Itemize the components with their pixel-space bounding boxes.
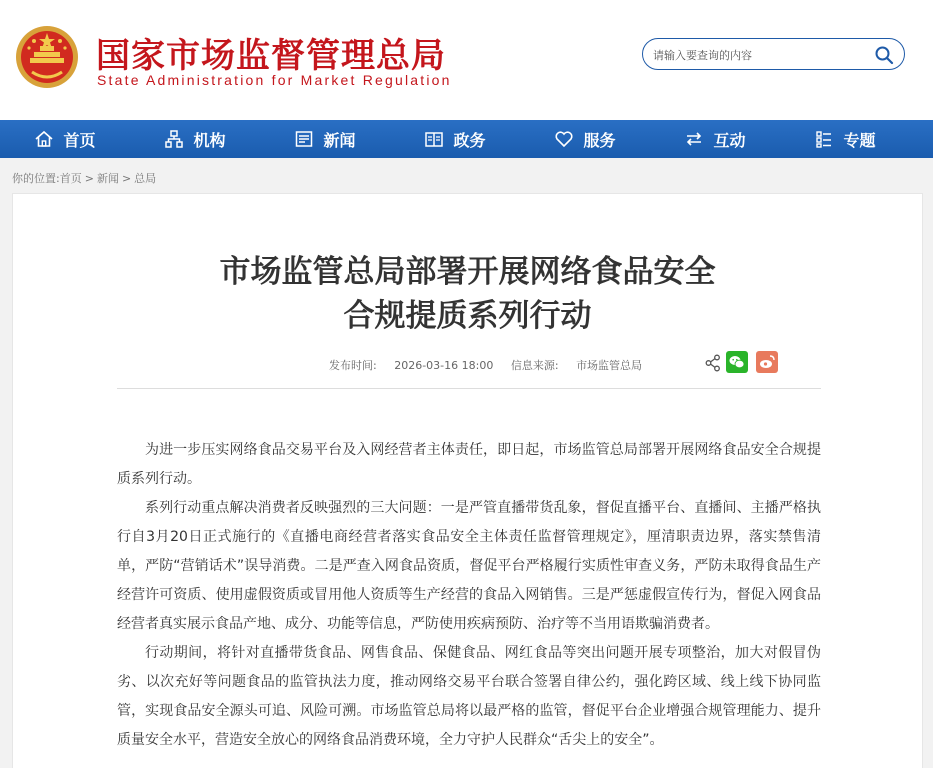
nav-label: 新闻 (323, 130, 356, 150)
main-nav (0, 120, 933, 158)
nav-label: 服务 (583, 130, 616, 150)
topics-list-icon (814, 129, 834, 149)
nav-label: 机构 (193, 130, 226, 150)
wechat-icon[interactable] (726, 351, 748, 373)
source-label: 信息来源: (510, 359, 559, 372)
nav-label: 专题 (843, 130, 876, 150)
nav-item-interact[interactable] (650, 120, 780, 158)
article-title (13, 250, 922, 338)
nav-item-gov-affairs[interactable] (390, 120, 520, 158)
article-paragraph: 系列行动重点解决消费者反映强烈的三大问题：一是严管直播带货乱象，督促直播平台、直播间、主播严格执行自3月20日正式施行的《直播电商经营者落实食品安全主体责任监督管理规定》，厘清职责边界，落实禁售清单，严防“营销话术”误导消费。二是严查入网食品资质，督促平台严格履行实质性审查义务，严防未取得食品生产经营许可资质、使用虚假资质或冒用他人资质等生产经营的食品入网销售。三是严惩虚假宣传行为，督促入网食品经营者真实展示食品产地、成分、功能等信息，严防使用疾病预防、治疗等不当用语欺骗消费者。 (117, 500, 821, 632)
publish-time-label: 发布时间: (329, 359, 377, 372)
interact-arrows-icon (684, 129, 704, 149)
article-title-line1: 市场监管总局部署开展网络食品安全 (219, 254, 716, 290)
article-title-line2: 合规提质系列行动 (343, 298, 592, 334)
search-box (642, 38, 905, 70)
breadcrumb-news-link[interactable]: 新闻 (96, 172, 119, 185)
article-paragraph: 为进一步压实网络食品交易平台及入网经营者主体责任，即日起，市场监管总局部署开展网络食品安全合规提质系列行动。 (117, 442, 821, 487)
nav-item-service[interactable] (520, 120, 650, 158)
search-icon[interactable] (874, 45, 894, 65)
nav-item-news[interactable] (260, 120, 390, 158)
nav-item-topics[interactable] (780, 120, 910, 158)
nav-label: 互动 (713, 130, 746, 150)
breadcrumb-home-link[interactable]: 首页 (59, 172, 82, 185)
site-header (0, 0, 933, 120)
article-meta (329, 357, 642, 373)
nav-item-org[interactable] (130, 120, 260, 158)
service-heart-icon (554, 129, 574, 149)
breadcrumb-separator: > (84, 172, 94, 185)
share-icon[interactable] (705, 354, 721, 372)
national-emblem-icon[interactable] (14, 24, 80, 90)
info-source (511, 359, 642, 372)
meta-divider (117, 388, 821, 389)
search-input[interactable] (653, 45, 868, 65)
gov-affairs-icon (424, 129, 444, 149)
org-icon (164, 129, 184, 149)
home-icon (34, 129, 54, 149)
article-body (117, 436, 821, 755)
breadcrumb (12, 170, 156, 186)
source-value: 市场监管总局 (576, 359, 643, 372)
nav-label: 政务 (453, 130, 486, 150)
nav-label: 首页 (63, 130, 96, 150)
publish-time (329, 359, 493, 372)
publish-time-value: 2026-03-16 18:00 (394, 359, 494, 372)
site-logo-en[interactable]: State Administration for Market Regulation (97, 72, 452, 88)
news-icon (294, 129, 314, 149)
site-logo-cn[interactable]: 国家市场监督管理总局 (96, 36, 446, 76)
breadcrumb-prefix: 你的位置: (12, 172, 60, 185)
nav-item-home[interactable] (0, 120, 130, 158)
weibo-icon[interactable] (756, 351, 778, 373)
article-paragraph: 行动期间，将针对直播带货食品、网售食品、保健食品、网红食品等突出问题开展专项整治，加大对假冒伪劣、以次充好等问题食品的监管执法力度，推动网络交易平台联合签署自律公约，强化跨区域、线上线下协同监管，实现食品安全源头可追、风险可溯。市场监管总局将以最严格的监管，督促平台企业增强合规管理能力、提升质量安全水平，营造安全放心的网络食品消费环境，全力守护人民群众“舌尖上的安全”。 (117, 645, 821, 748)
article-container (12, 193, 923, 768)
breadcrumb-separator: > (121, 172, 132, 185)
breadcrumb-hq-link[interactable]: 总局 (134, 172, 157, 185)
